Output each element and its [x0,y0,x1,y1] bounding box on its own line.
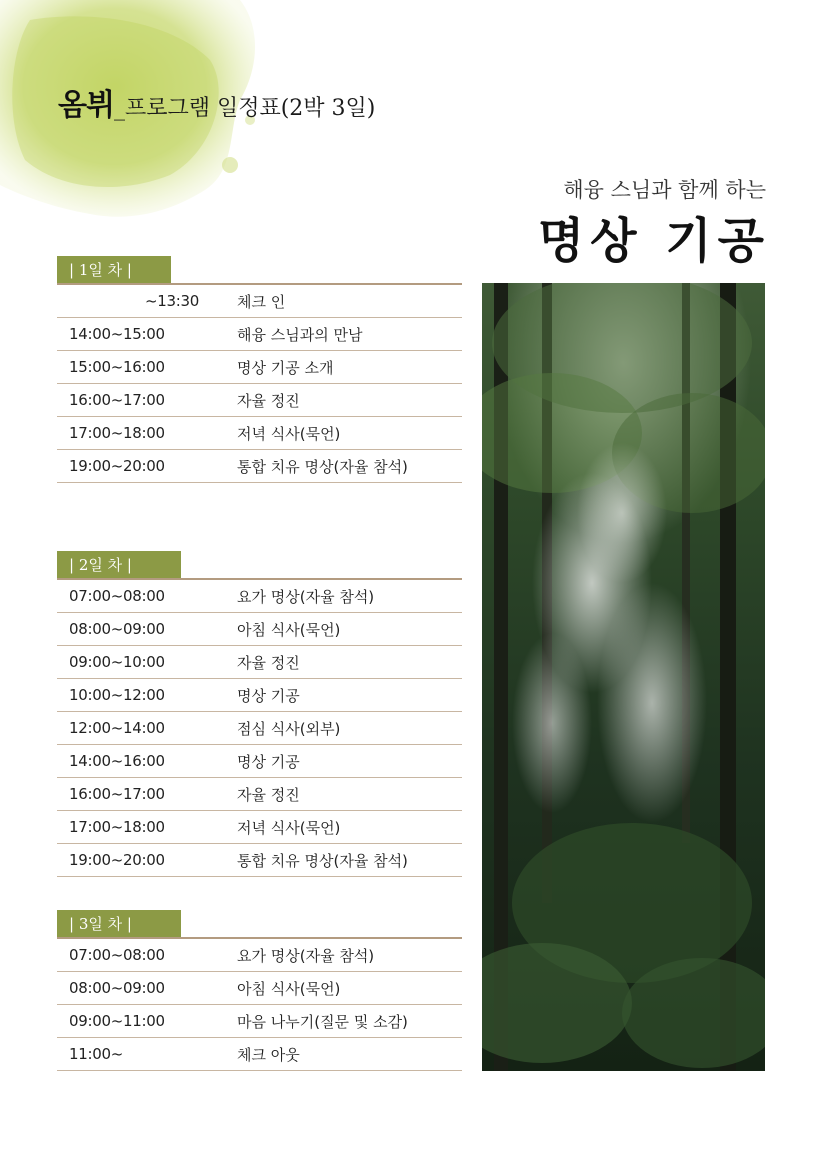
page-title [58,80,375,124]
forest-photo [482,283,765,1071]
row-time: 17:00~18:00 [69,818,165,836]
schedule-row [57,318,462,351]
row-activity: 자율 정진 [237,785,300,804]
row-activity: 해융 스님과의 만남 [237,325,363,344]
day-1-schedule [57,256,462,483]
schedule-row [57,745,462,778]
schedule-row [57,613,462,646]
row-time: ~13:30 [145,292,199,310]
schedule-row [57,778,462,811]
schedule-row [57,351,462,384]
row-time: 17:00~18:00 [69,424,165,442]
row-activity: 아침 식사(묵언) [237,620,341,639]
schedule-row [57,1005,462,1038]
row-time: 09:00~11:00 [69,1012,165,1030]
day-3-schedule [57,910,462,1071]
row-activity: 마음 나누기(질문 및 소감) [237,1012,408,1031]
row-time: 07:00~08:00 [69,587,165,605]
schedule-row [57,417,462,450]
schedule-row [57,811,462,844]
day-3-label: | 3일 차 | [57,910,181,937]
row-activity: 요가 명상(자율 참석) [237,587,375,606]
row-time: 09:00~10:00 [69,653,165,671]
program-subtitle: 해융 스님과 함께 하는 [563,178,766,202]
row-activity: 명상 기공 [237,686,300,705]
row-time: 11:00~ [69,1045,123,1063]
day-1-label: | 1일 차 | [57,256,171,283]
row-activity: 점심 식사(외부) [237,719,341,738]
row-activity: 명상 기공 소개 [237,358,334,377]
row-time: 16:00~17:00 [69,391,165,409]
row-activity: 통합 치유 명상(자율 참석) [237,457,408,476]
schedule-row [57,384,462,417]
row-time: 08:00~09:00 [69,620,165,638]
day-2-label: | 2일 차 | [57,551,181,578]
row-time: 16:00~17:00 [69,785,165,803]
row-time: 07:00~08:00 [69,946,165,964]
row-activity: 통합 치유 명상(자율 참석) [237,851,408,870]
row-time: 19:00~20:00 [69,851,165,869]
row-time: 10:00~12:00 [69,686,165,704]
row-time: 14:00~15:00 [69,325,165,343]
row-activity: 자율 정진 [237,391,300,410]
program-main-title: 명상 기공 [537,213,770,269]
schedule-row [57,712,462,745]
row-activity: 요가 명상(자율 참석) [237,946,375,965]
row-activity: 체크 아웃 [237,1045,300,1064]
schedule-row [57,679,462,712]
row-activity: 저녁 식사(묵언) [237,818,341,837]
schedule-row [57,844,462,877]
schedule-row [57,646,462,679]
row-time: 08:00~09:00 [69,979,165,997]
row-time: 15:00~16:00 [69,358,165,376]
row-activity: 체크 인 [237,292,286,311]
row-time: 12:00~14:00 [69,719,165,737]
schedule-row [57,939,462,972]
schedule-row [57,972,462,1005]
row-activity: 명상 기공 [237,752,300,771]
schedule-row [57,450,462,483]
schedule-row [57,1038,462,1071]
row-time: 14:00~16:00 [69,752,165,770]
row-activity: 저녁 식사(묵언) [237,424,341,443]
schedule-row [57,285,462,318]
row-activity: 자율 정진 [237,653,300,672]
row-time: 19:00~20:00 [69,457,165,475]
title-text: _프로그램 일정표(2박 3일) [113,96,376,121]
day-2-schedule [57,551,462,877]
row-activity: 아침 식사(묵언) [237,979,341,998]
brand-logo-text: 옴뷔 [58,88,114,123]
schedule-row [57,580,462,613]
